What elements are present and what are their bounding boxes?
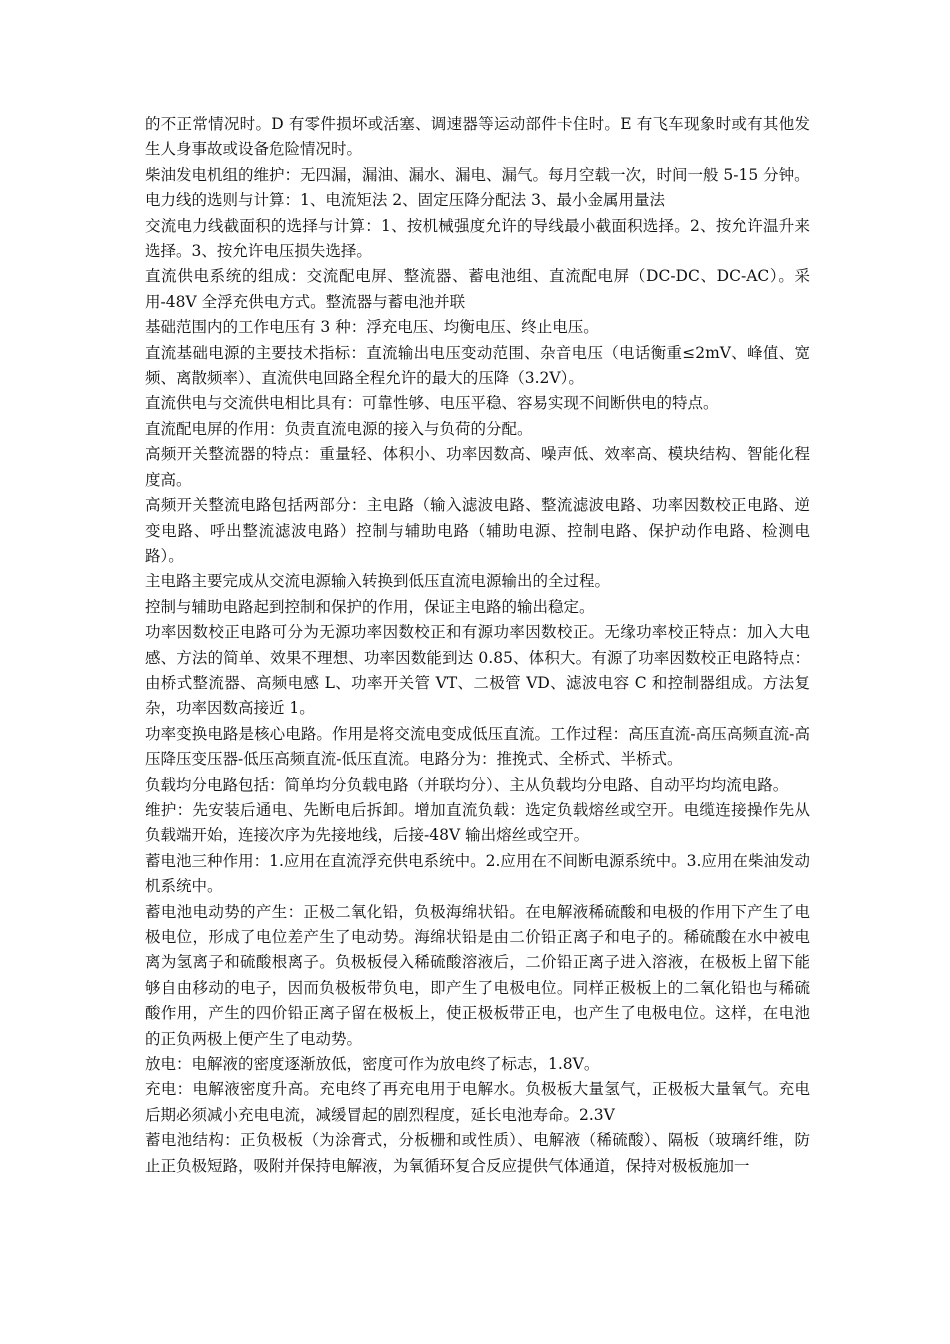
paragraph: 直流配电屏的作用：负责直流电源的接入与负荷的分配。	[145, 419, 533, 438]
paragraph: 基础范围内的工作电压有 3 种：浮充电压、均衡电压、终止电压。	[145, 318, 599, 337]
paragraph: 控制与辅助电路起到控制和保护的作用，保证主电路的输出稳定。	[145, 597, 595, 616]
paragraph: 功率因数校正电路可分为无源功率因数校正和有源功率因数校正。无缘功率校正特点：加入大电感、方法的简单、效果不理想、功率因数能到达 0.85、体积大。有源了功率因数校正电路特点：由桥式整流器、高频电感 L、功率开关管 VT、二极管 VD、滤波电容 C 和控制器组成。方法复杂，功率因数高接近 1。	[145, 623, 810, 718]
paragraph: 柴油发电机组的维护：无四漏，漏油、漏水、漏电、漏气。每月空载一次，时间一般 5-15 分钟。	[145, 165, 810, 184]
paragraph: 高频开关整流器的特点：重量轻、体积小、功率因数高、噪声低、效率高、模块结构、智能化程度高。	[145, 445, 810, 489]
paragraph: 充电：电解液密度升高。充电终了再充电用于电解水。负极板大量氢气，正极板大量氧气。充电后期必须减小充电电流，减缓冒起的剧烈程度，延长电池寿命。2.3V	[145, 1080, 810, 1124]
document-page	[145, 112, 810, 1179]
paragraph: 的不正常情况时。D 有零件损坏或活塞、调速器等运动部件卡住时。E 有飞车现象时或有其他发生人身事故或设备危险情况时。	[145, 115, 810, 159]
paragraph: 交流电力线截面积的选择与计算：1、按机械强度允许的导线最小截面积选择。2、按允许温升来选择。3、按允许电压损失选择。	[145, 216, 810, 261]
paragraph: 维护：先安装后通电、先断电后拆卸。增加直流负载：选定负载熔丝或空开。电缆连接操作先从负载端开始，连接次序为先接地线，后接-48V 输出熔丝或空开。	[145, 800, 810, 845]
paragraph: 蓄电池电动势的产生：正极二氧化铅，负极海绵状铅。在电解液稀硫酸和电极的作用下产生了电极电位，形成了电位差产生了电动势。海绵状铅是由二价铅正离子和电子的。稀硫酸在水中被电离为氢离子和硫酸根离子。负极板侵入稀硫酸溶液后，二价铅正离子进入溶液，在极板上留下能够自由移动的电子，因而负极板带负电，即产生了电极电位。同样正极板上的二氧化铅也与稀硫酸作用，产生的四价铅正离子留在极板上，使正极板带正电，也产生了电极电位。这样，在电池的正负两极上便产生了电动势。	[145, 902, 810, 1048]
paragraph: 蓄电池结构：正负极板（为涂膏式，分板栅和或性质）、电解液（稀硫酸）、隔板（玻璃纤维，防止正负极短路，吸附并保持电解液，为氧循环复合反应提供气体通道，保持对极板施加一	[145, 1131, 810, 1175]
paragraph: 蓄电池三种作用：1.应用在直流浮充供电系统中。2.应用在不间断电源系统中。3.应用在柴油发动机系统中。	[145, 851, 810, 896]
paragraph: 主电路主要完成从交流电源输入转换到低压直流电源输出的全过程。	[145, 572, 611, 591]
paragraph: 放电：电解液的密度逐渐放低，密度可作为放电终了标志，1.8V。	[145, 1055, 600, 1074]
paragraph: 负载均分电路包括：简单均分负载电路（并联均分）、主从负载均分电路、自动平均均流电路。	[145, 775, 789, 794]
paragraph: 直流供电系统的组成：交流配电屏、整流器、蓄电池组、直流配电屏（DC-DC、DC-AC）。采用-48V 全浮充供电方式。整流器与蓄电池并联	[145, 267, 810, 311]
paragraph: 直流供电与交流供电相比具有：可靠性够、电压平稳、容易实现不间断供电的特点。	[145, 394, 719, 413]
paragraph: 高频开关整流电路包括两部分：主电路（输入滤波电路、整流滤波电路、功率因数校正电路、逆变电路、呼出整流滤波电路）控制与辅助电路（辅助电源、控制电路、保护动作电路、检测电路）。	[145, 496, 810, 565]
paragraph: 直流基础电源的主要技术指标：直流输出电压变动范围、杂音电压（电话衡重≤2mV、峰值、宽频、离散频率）、直流供电回路全程允许的最大的压降（3.2V）。	[145, 343, 810, 388]
paragraph: 电力线的选则与计算：1、电流矩法 2、固定压降分配法 3、最小金属用量法	[145, 191, 665, 210]
paragraph: 功率变换电路是核心电路。作用是将交流电变成低压直流。工作过程：高压直流-高压高频直流-高压降压变压器-低压高频直流-低压直流。电路分为：推挽式、全桥式、半桥式。	[145, 724, 810, 769]
